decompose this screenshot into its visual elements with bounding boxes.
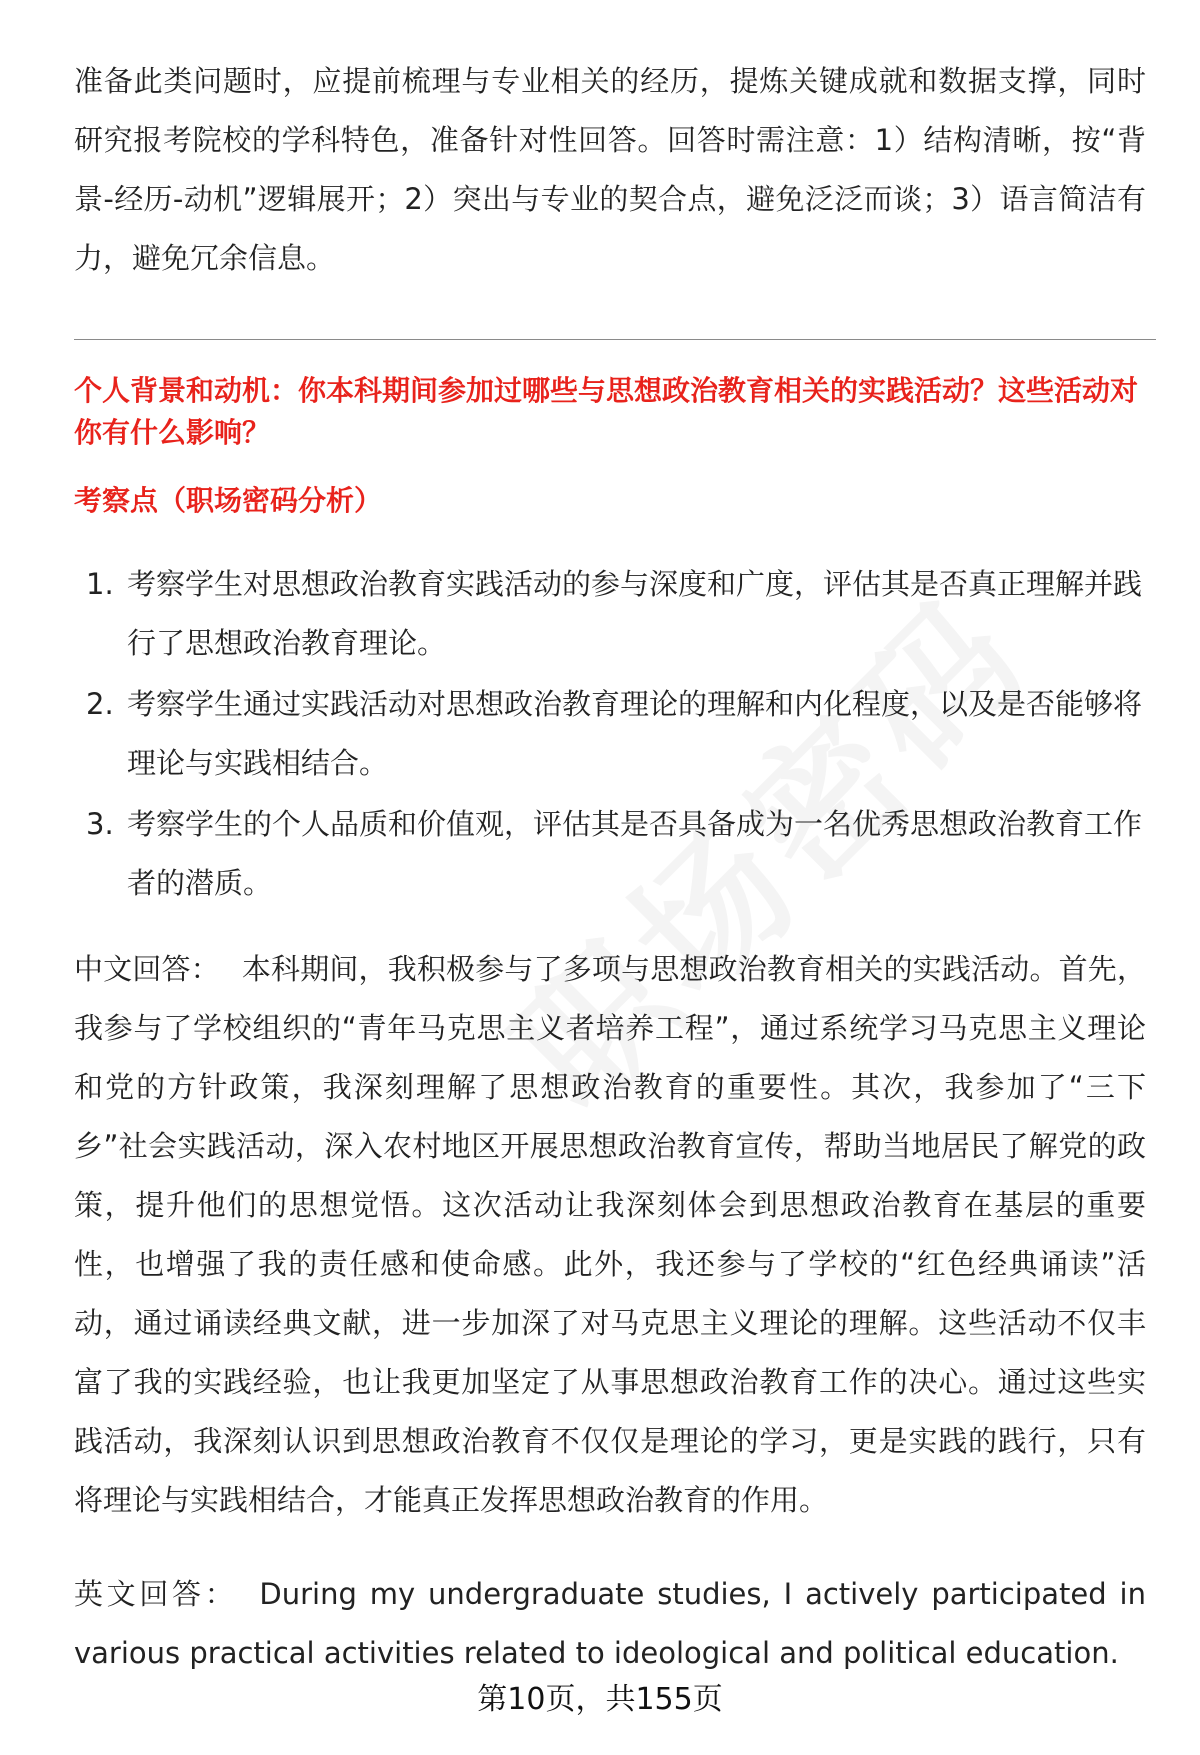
list-item-number: 3. <box>86 807 114 841</box>
list-item-number: 2. <box>86 687 114 721</box>
section-divider <box>74 339 1156 340</box>
list-item-number: 1. <box>86 567 114 601</box>
chinese-answer-paragraph <box>74 940 1146 1530</box>
list-item-text: 考察学生通过实践活动对思想政治教育理论的理解和内化程度，以及是否能够将理论与实践相结合。 <box>127 687 1143 780</box>
list-item <box>74 555 1146 673</box>
exam-points-heading: 考察点（职场密码分析） <box>74 484 383 517</box>
list-item-text: 考察学生的个人品质和价值观，评估其是否具备成为一名优秀思想政治教育工作者的潜质。 <box>127 807 1143 900</box>
exam-points-list <box>74 555 1146 915</box>
english-answer-text: During my undergraduate studies, I actively participated in various practical activities related to ideological and political education. <box>74 1577 1146 1670</box>
intro-paragraph: 准备此类问题时，应提前梳理与专业相关的经历，提炼关键成就和数据支撑，同时研究报考院校的学科特色，准备针对性回答。回答时需注意：1）结构清晰，按“背景-经历-动机”逻辑展开；2）突出与专业的契合点，避免泛泛而谈；3）语言简洁有力，避免冗余信息。 <box>74 64 1146 275</box>
list-item <box>74 675 1146 793</box>
list-item <box>74 795 1146 913</box>
chinese-answer-label: 中文回答： <box>74 952 220 986</box>
english-answer-label: 英文回答： <box>74 1577 238 1611</box>
english-answer-paragraph <box>74 1565 1146 1683</box>
list-item-text: 考察学生对思想政治教育实践活动的参与深度和广度，评估其是否真正理解并践行了思想政治教育理论。 <box>127 567 1143 660</box>
page-number-footer: 第10页，共155页 <box>477 1682 723 1717</box>
question-heading: 个人背景和动机：你本科期间参加过哪些与思想政治教育相关的实践活动？这些活动对你有什么影响？ <box>74 374 1139 449</box>
chinese-answer-text: 本科期间，我积极参与了多项与思想政治教育相关的实践活动。首先，我参与了学校组织的“青年马克思主义者培养工程”，通过系统学习马克思主义理论和党的方针政策，我深刻理解了思想政治教育的重要性。其次，我参加了“三下乡”社会实践活动，深入农村地区开展思想政治教育宣传，帮助当地居民了解党的政策，提升他们的思想觉悟。这次活动让我深刻体会到思想政治教育在基层的重要性，也增强了我的责任感和使命感。此外，我还参与了学校的“红色经典诵读”活动，通过诵读经典文献，进一步加深了对马克思主义理论的理解。这些活动不仅丰富了我的实践经验，也让我更加坚定了从事思想政治教育工作的决心。通过这些实践活动，我深刻认识到思想政治教育不仅仅是理论的学习，更是实践的践行，只有将理论与实践相结合，才能真正发挥思想政治教育的作用。 <box>74 952 1146 1517</box>
